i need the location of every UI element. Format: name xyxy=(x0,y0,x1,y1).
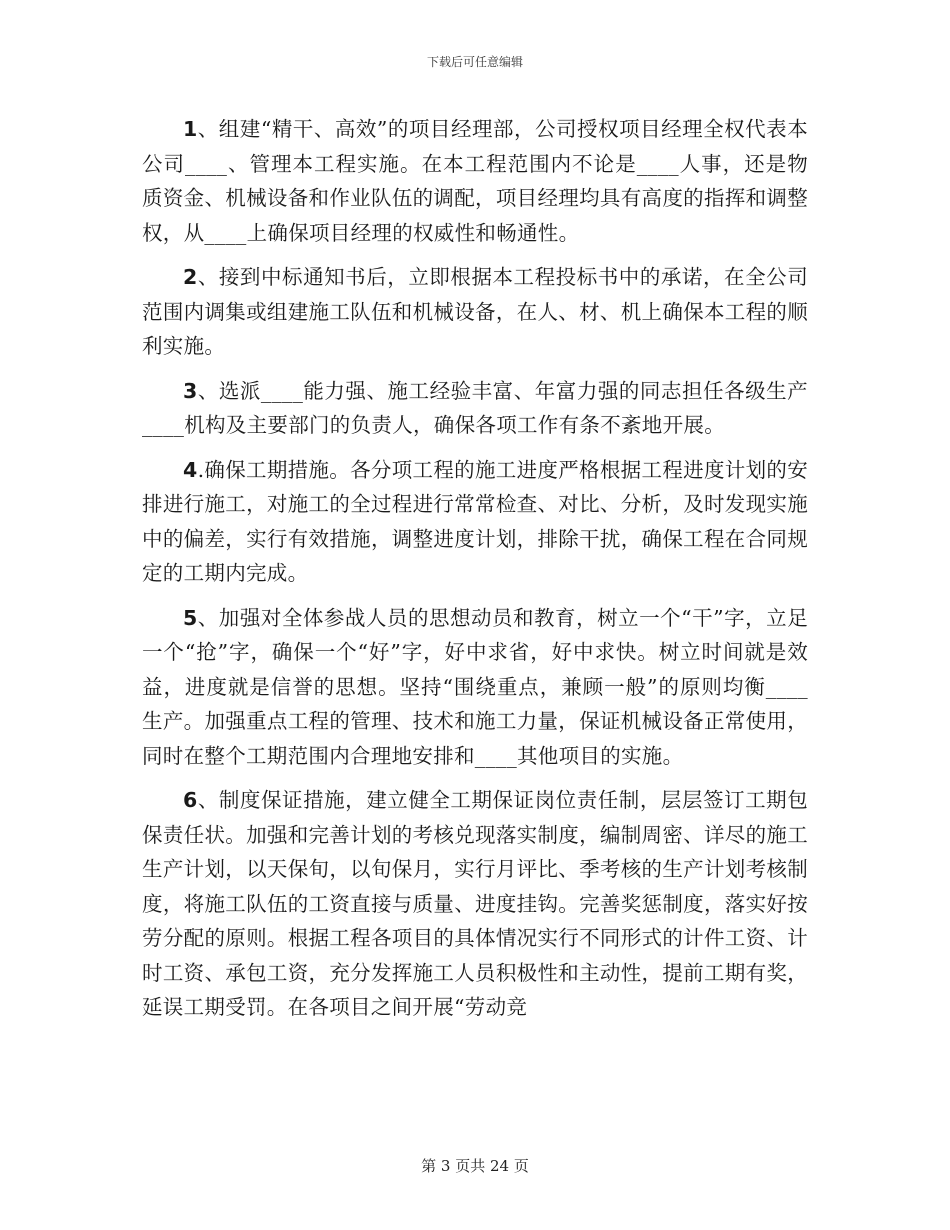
paragraph-text: 、加强对全体参战人员的思想动员和教育，树立一个“干”字，立足一个“抢”字，确保一个“好”字，好中求省，好中求快。树立时间就是效益，进度就是信誉的思想。坚持“围绕重点，兼顾一般”的原则均衡____生产。加强重点工程的管理、技术和施工力量，保证机械设备正常使用，同时在整个工期范围内合理地安排和____其他项目的实施。 xyxy=(142,605,808,768)
paragraph-text: 、制度保证措施，建立健全工期保证岗位责任制，层层签订工期包保责任状。加强和完善计划的考核兑现落实制度，编制周密、详尽的施工生产计划，以天保旬，以旬保月，实行月评比、季考核的生产计划考核制度，将施工队伍的工资直接与质量、进度挂钩。完善奖惩制度，落实好按劳分配的原则。根据工程各项目的具体情况实行不同形式的计件工资、计时工资、承包工资，充分发挥施工人员积极性和主动性，提前工期有奖，延误工期受罚。在各项目之间开展“劳动竞 xyxy=(142,788,808,1019)
page-footer: 第 3 页共 24 页 xyxy=(421,1157,529,1175)
paragraph-text: 、组建“精干、高效”的项目经理部，公司授权项目经理全权代表本公司____、管理本工程实施。在本工程范围内不论是____人事，还是物质资金、机械设备和作业队伍的调配，项目经理均具有高度的指挥和调整权，从____上确保项目经理的权威性和畅通性。 xyxy=(142,117,808,245)
paragraph-3 xyxy=(142,374,808,443)
paragraph-number: 6 xyxy=(183,788,198,812)
document-body xyxy=(142,112,808,1035)
paragraph-number: 3 xyxy=(183,378,198,403)
paragraph-text: .确保工期措施。各分项工程的施工进度严格根据工程进度计划的安排进行施工，对施工的全过程进行常常检查、对比、分析，及时发现实施中的偏差，实行有效措施，调整进度计划，排除干扰，确保工程在合同规定的工期内完成。 xyxy=(142,457,808,585)
paragraph-number: 4 xyxy=(183,457,198,482)
paragraph-4 xyxy=(142,453,808,591)
paragraph-text: 、接到中标通知书后，立即根据本工程投标书中的承诺，在全公司范围内调集或组建施工队伍和机械设备，在人、材、机上确保本工程的顺利实施。 xyxy=(142,265,808,358)
paragraph-text: 、选派____能力强、施工经验丰富、年富力强的同志担任各级生产____机构及主要部门的负责人，确保各项工作有条不紊地开展。 xyxy=(142,378,808,437)
paragraph-6 xyxy=(142,783,808,1025)
paragraph-number: 2 xyxy=(183,265,198,289)
paragraph-1 xyxy=(142,112,808,250)
paragraph-number: 1 xyxy=(183,117,198,141)
paragraph-number: 5 xyxy=(183,605,198,630)
paragraph-5 xyxy=(142,601,808,774)
paragraph-2 xyxy=(142,260,808,364)
page-header: 下载后可任意编辑 xyxy=(426,55,523,69)
